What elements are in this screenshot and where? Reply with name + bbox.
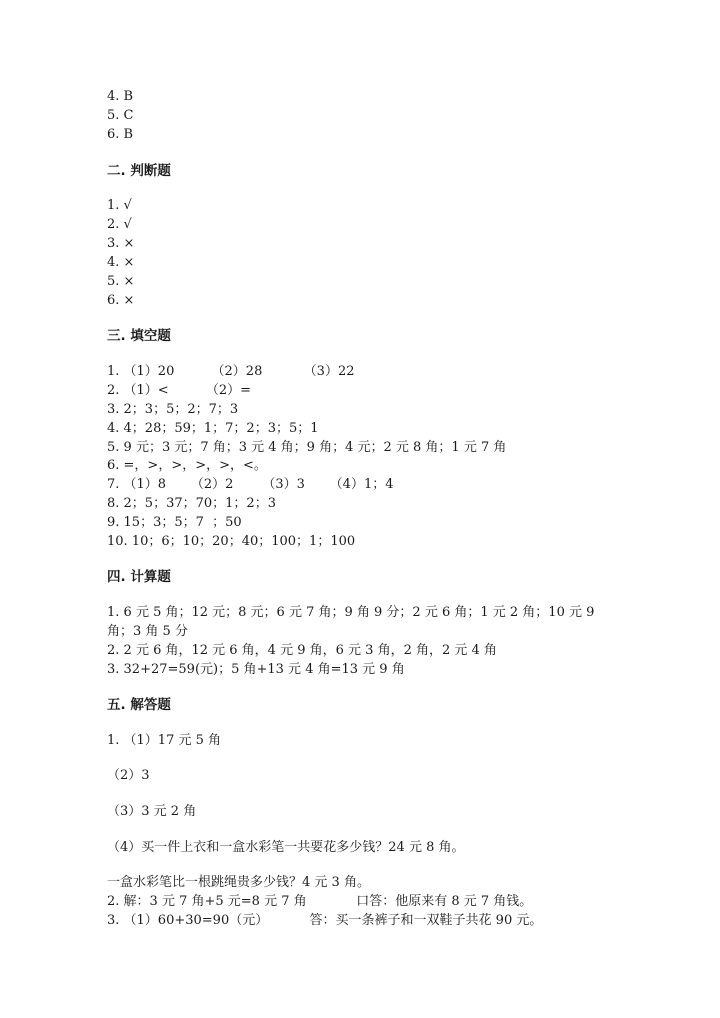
answer-line: （4）买一件上衣和一盒水彩笔一共要花多少钱？24 元 8 角。: [107, 840, 465, 855]
answer-line: 6. ×: [107, 293, 135, 308]
section-heading-fill-blank: 三. 填空题: [107, 328, 171, 344]
answer-line: 9. 15；3；5；7 ；50: [107, 515, 242, 530]
answer-line: 4. 4；28；59；1；7；2；3；5；1: [107, 421, 319, 436]
answer-line: 2. 解：3 元 7 角+5 元=8 元 7 角 口答：他原来有 8 元 7 角钱。: [107, 894, 533, 909]
section-heading-judgement: 二. 判断题: [107, 163, 171, 179]
answer-line: 1. √: [107, 198, 132, 213]
answer-line: 2. √: [107, 217, 132, 232]
answer-line: 角；3 角 5 分: [107, 624, 188, 639]
answer-line: （2）3: [107, 768, 150, 783]
answer-line: 5. 9 元；3 元；7 角；3 元 4 角；9 角；4 元；2 元 8 角；1 元 7 角: [107, 440, 507, 455]
answer-line: 3. （1）60+30=90（元） 答：买一条裤子和一双鞋子共花 90 元。: [107, 913, 543, 928]
answer-line: 6. B: [107, 127, 134, 142]
answer-line: 2. （1）< （2）=: [107, 383, 252, 398]
answer-line: 10. 10；6；10；20；40；100；1；100: [107, 534, 356, 549]
answer-line: 1. 6 元 5 角；12 元；8 元；6 元 7 角；9 角 9 分；2 元 6 角；1 元 2 角；10 元 9: [107, 605, 595, 620]
section-heading-word-problems: 五. 解答题: [107, 697, 171, 713]
answer-line: 4. B: [107, 89, 134, 104]
answer-line: 6. =，>，>，>，>，<。: [107, 458, 267, 473]
answer-line: 5. C: [107, 108, 134, 123]
answer-line: 一盒水彩笔比一根跳绳贵多少钱？4 元 3 角。: [107, 875, 370, 890]
answer-line: 8. 2；5；37；70；1；2；3: [107, 496, 276, 511]
answer-line: 7. （1）8 （2）2 （3）3 （4）1；4: [107, 477, 394, 492]
answer-line: 1. （1）20 （2）28 （3）22: [107, 364, 355, 379]
answer-line: 5. ×: [107, 274, 135, 289]
answer-line: （3）3 元 2 角: [107, 804, 197, 819]
answer-line: 3. ×: [107, 236, 135, 251]
section-heading-calculation: 四. 计算题: [107, 569, 171, 585]
answer-line: 4. ×: [107, 255, 135, 270]
answer-line: 3. 2；3；5；2；7；3: [107, 402, 239, 417]
answer-line: 2. 2 元 6 角，12 元 6 角，4 元 9 角，6 元 3 角，2 角，2 元 4 角: [107, 643, 497, 658]
answer-line: 3. 32+27=59(元)；5 角+13 元 4 角=13 元 9 角: [107, 662, 405, 677]
answer-line: 1. （1）17 元 5 角: [107, 733, 222, 748]
